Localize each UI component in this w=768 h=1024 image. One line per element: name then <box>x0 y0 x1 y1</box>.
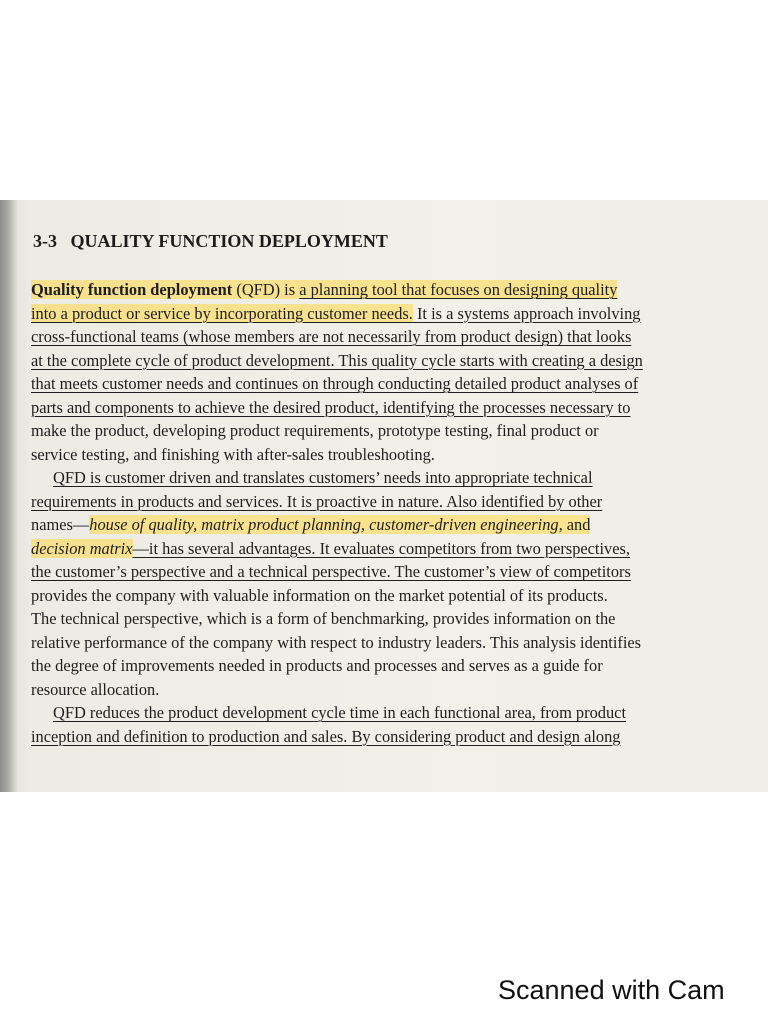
paragraph-3 <box>31 701 743 748</box>
text-line: the degree of improvements needed in products and processes and serves as a guide for <box>31 656 603 675</box>
text-line: QFD is customer driven and translates customers’ needs into appropriate technical <box>53 468 593 487</box>
paragraph-1 <box>31 278 743 466</box>
text-segment: —it has several advantages. It evaluates competitors from two perspectives, <box>132 538 630 558</box>
text-line: at the complete cycle of product development. This quality cycle starts with creating a design <box>31 350 643 370</box>
text-line: requirements in products and services. It is proactive in nature. Also identified by other <box>31 491 603 511</box>
text-line: the customer’s perspective and a technical perspective. The customer’s view of competitors <box>31 562 631 581</box>
scanner-watermark: Scanned with Cam <box>498 975 725 1005</box>
text-segment: names— <box>31 515 90 534</box>
text-line: service testing, and finishing with after-sales troubleshooting. <box>31 444 435 464</box>
highlighted-definition: into a product or service by incorporating customer needs. <box>31 303 413 323</box>
text-line <box>31 278 743 302</box>
qfd-term: Quality function deployment <box>31 280 233 299</box>
text-line: make the product, developing product requirements, prototype testing, final product or <box>31 421 599 440</box>
scanned-book-page <box>0 200 768 792</box>
text-line: parts and components to achieve the desired product, identifying the processes necessary to <box>31 397 631 417</box>
text-line <box>31 537 743 561</box>
highlighted-definition: a planning tool that focuses on designing quality <box>299 280 618 299</box>
text-line: provides the company with valuable information on the market potential of its products. <box>31 585 608 605</box>
body-text <box>31 278 743 748</box>
highlighted-alternate-names: house of quality, matrix product planning, customer-driven engineering, <box>89 515 563 534</box>
page-binding-shadow <box>0 200 18 792</box>
text-line: The technical perspective, which is a form of benchmarking, provides information on the <box>31 609 616 628</box>
text-line <box>31 302 743 326</box>
text-line: that meets customer needs and continues on through conducting detailed product analyses of <box>31 374 639 393</box>
section-number: 3-3 <box>33 231 57 251</box>
text-line: QFD reduces the product development cycle time in each functional area, from product <box>53 703 626 722</box>
text-segment: It is a systems approach involving <box>412 303 641 323</box>
qfd-abbreviation: (QFD) is <box>232 280 300 299</box>
text-line: inception and definition to production and sales. By considering product and design along <box>31 726 621 746</box>
text-segment: and <box>562 515 591 534</box>
section-title: QUALITY FUNCTION DEPLOYMENT <box>70 231 388 251</box>
section-heading <box>33 231 388 252</box>
highlighted-alternate-names: decision matrix <box>31 538 133 558</box>
text-line <box>31 513 743 537</box>
text-line: cross-functional teams (whose members are not necessarily from product design) that looks <box>31 327 632 346</box>
paragraph-2 <box>31 466 743 701</box>
text-line: resource allocation. <box>31 679 160 699</box>
text-line: relative performance of the company with respect to industry leaders. This analysis identifies <box>31 632 642 652</box>
